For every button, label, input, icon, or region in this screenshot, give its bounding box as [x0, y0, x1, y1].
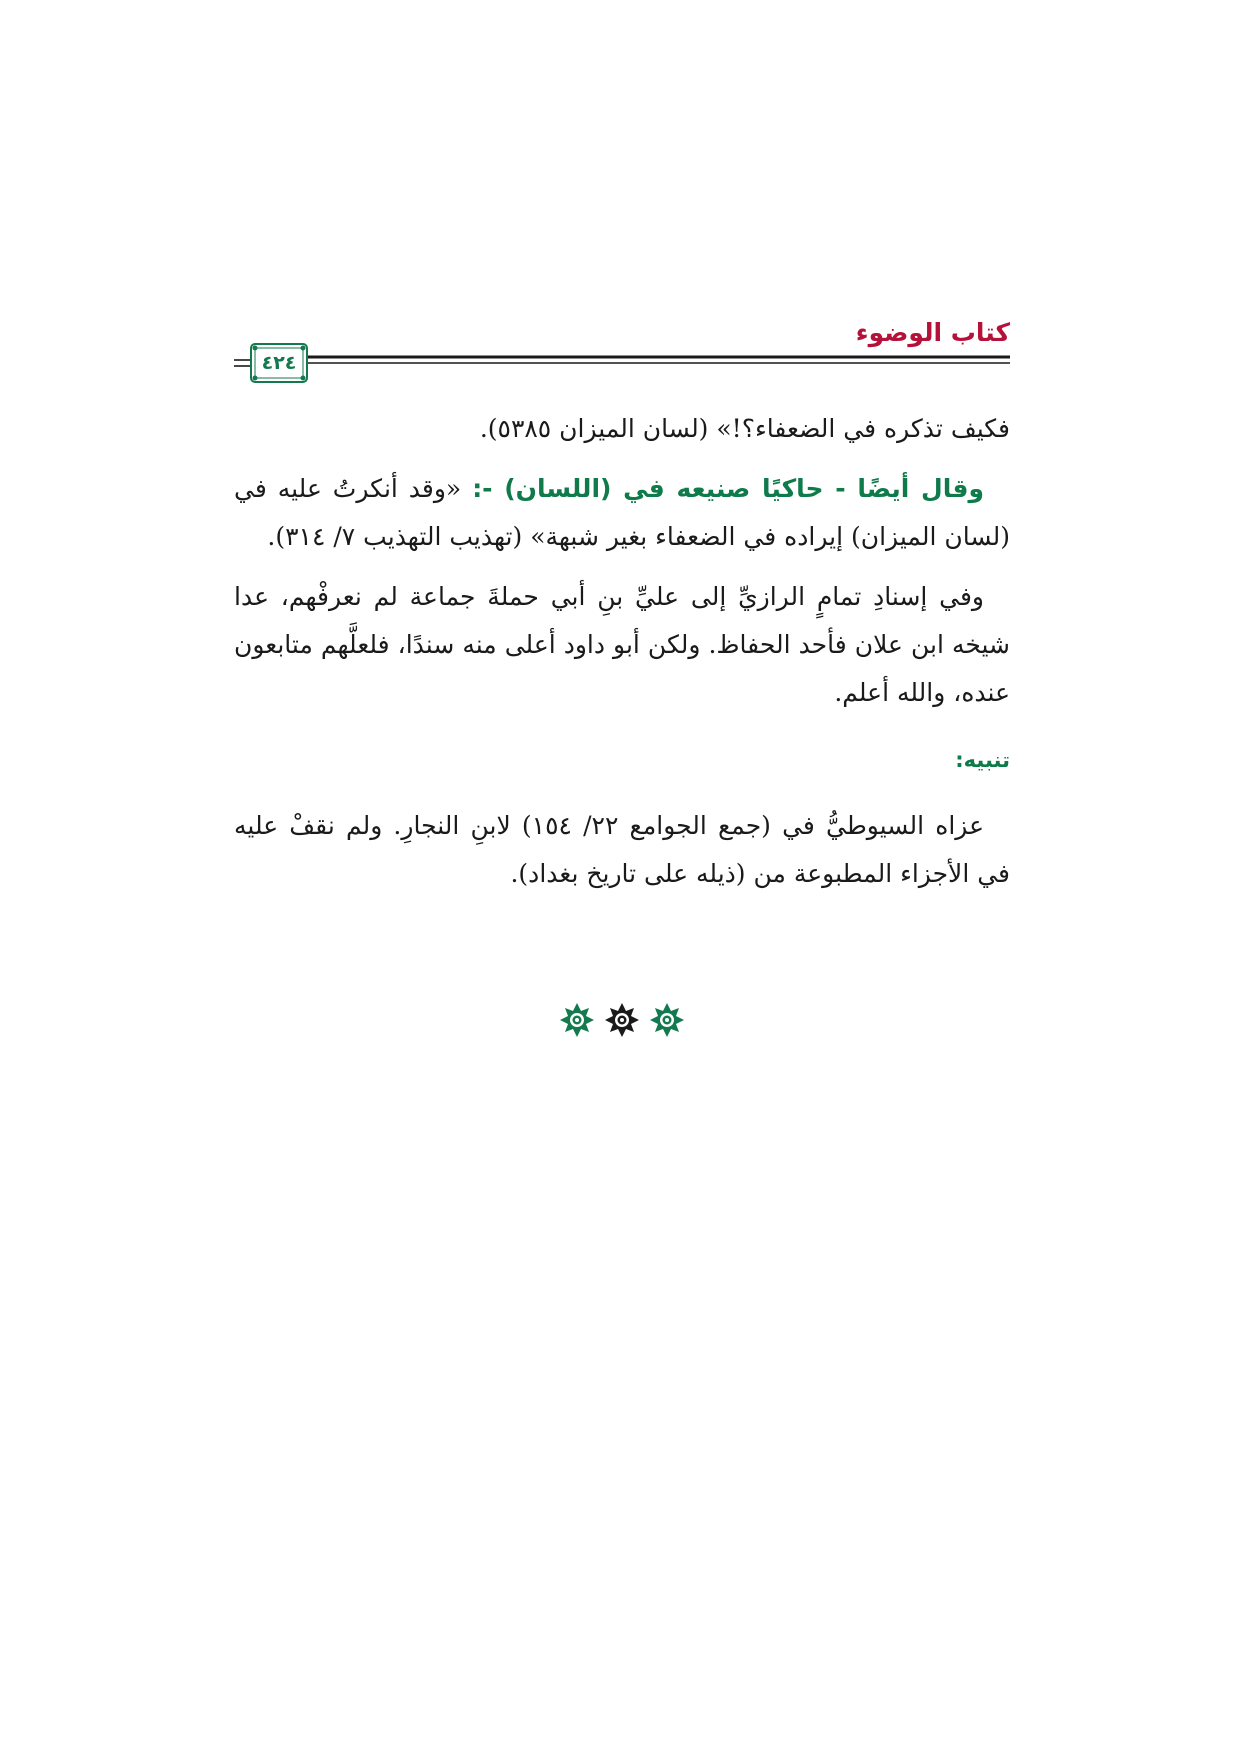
- flower-ornament-icon: [650, 1003, 684, 1037]
- flower-ornament-icon: [560, 1003, 594, 1037]
- note-heading: [234, 735, 1010, 784]
- page-number: ٤٢٤: [261, 352, 297, 374]
- page-header: [234, 308, 1010, 388]
- highlighted-phrase: وقال أيضًا - حاكيًا صنيعه في (اللسان) -:: [472, 474, 985, 503]
- paragraph-isnad: وفي إسنادِ تمامٍ الرازيِّ إلى عليِّ بنِ أبي حملةَ جماعة لم نعرفْهم، عدا شيخه ابن علان فأحد الحفاظ. ولكن أبو داود أعلى منه سندًا، فلعلَّهم متابعون عنده، والله أعلم.: [234, 582, 1010, 707]
- section-end-ornaments: [555, 1000, 690, 1040]
- flower-ornament-icon: [605, 1003, 639, 1037]
- paragraph-quote: [234, 465, 1010, 561]
- note-label: تنبيه:: [955, 748, 1010, 772]
- running-title: كتاب الوضوء: [855, 318, 1010, 347]
- paragraph-note: عزاه السيوطيُّ في (جمع الجوامع ٢٢/ ١٥٤) لابنِ النجارِ. ولم نقفْ عليه في الأجزاء المطبوعة من (ذيله على تاريخ بغداد).: [234, 811, 1010, 888]
- text-line: فكيف تذكره في الضعفاء؟!» (لسان الميزان ٥٣٨٥).: [479, 414, 1010, 443]
- page-body: [234, 405, 1010, 898]
- quote-text: «وقد أنكرتُ عليه في (لسان الميزان) إيراده في الضعفاء بغير شبهة» (تهذيب التهذيب ٧/ ٣١٤).: [234, 474, 1010, 551]
